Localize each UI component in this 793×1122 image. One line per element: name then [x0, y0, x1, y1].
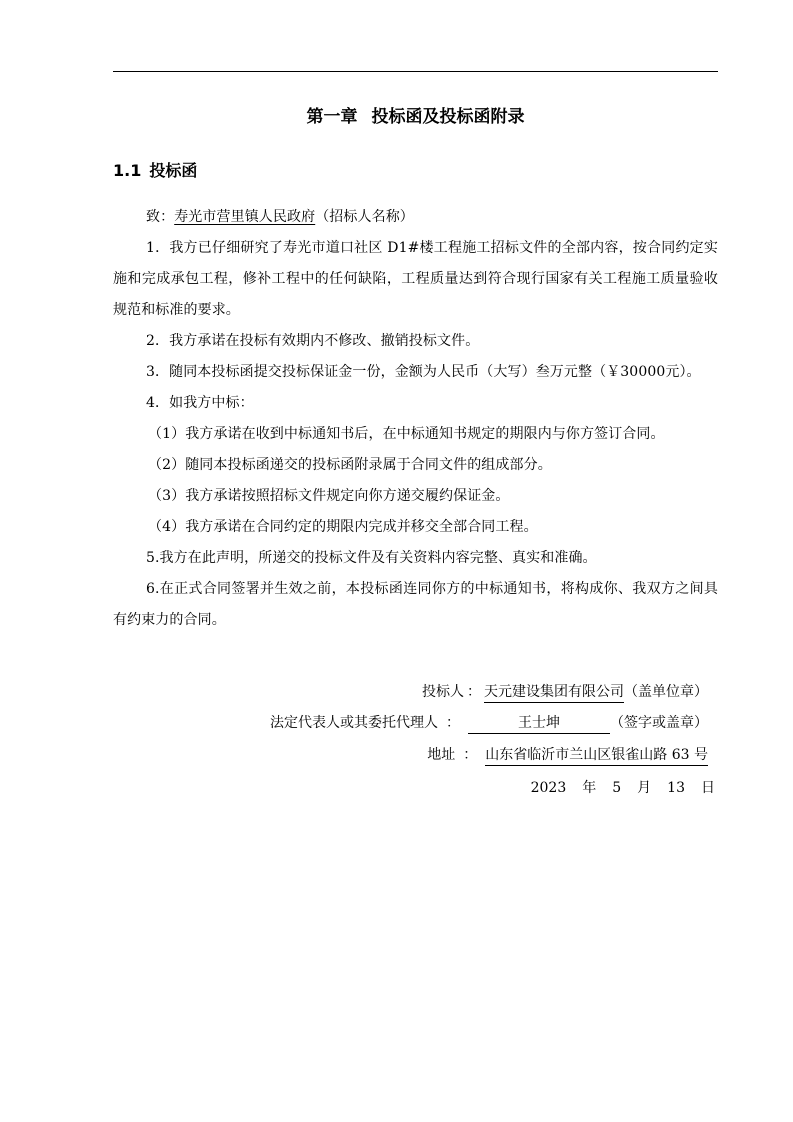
- representative-colon: ：: [446, 715, 460, 731]
- date-line: [531, 777, 715, 797]
- paragraph-1: 1．我方已仔细研究了寿光市道口社区 D1#楼工程施工招标文件的全部内容，按合同约定实施和完成承包工程，修补工程中的任何缺陷，工程质量达到符合现行国家有关工程施工质量验收规范和标准的要求。: [113, 240, 718, 318]
- paragraph-5: 5.我方在此声明，所递交的投标文件及有关资料内容完整、真实和准确。: [146, 550, 597, 566]
- bidder-row: [422, 681, 708, 703]
- section-title: 投标函: [149, 161, 198, 180]
- chapter-title: 投标函及投标函附录: [371, 107, 525, 127]
- paragraph-6: 6.在正式合同签署并生效之前，本投标函连同你方的中标通知书，将构成你、我双方之间具有约束力的合同。: [113, 581, 718, 628]
- bidder-value: 天元建设集团有限公司: [484, 683, 624, 703]
- address-label: 地址: [427, 747, 456, 763]
- date-day-unit: 日: [701, 780, 715, 796]
- paragraph-3: 3．随同本投标函提交投标保证金一份，金额为人民币（大写）叁万元整（￥30000元）。: [146, 364, 701, 380]
- date-day: 13: [667, 780, 685, 796]
- header-rule: [113, 71, 718, 72]
- addressee-note: （招标人名称）: [315, 209, 414, 225]
- paragraph-4-4: （4）我方承诺在合同约定的期限内完成并移交全部合同工程。: [148, 519, 538, 535]
- address-row: [427, 744, 708, 766]
- address-colon: ：: [463, 747, 478, 763]
- representative-value: 王士坤: [468, 714, 610, 734]
- representative-row: [270, 712, 708, 734]
- bidder-colon: ：: [467, 684, 481, 700]
- paragraph-2: 2．我方承诺在投标有效期内不修改、撤销投标文件。: [146, 333, 480, 349]
- representative-note: （签字或盖章）: [610, 715, 708, 731]
- date-year: 2023: [530, 780, 567, 796]
- date-month-unit: 月: [637, 780, 652, 796]
- representative-label: 法定代表人或其委托代理人: [270, 715, 438, 731]
- addressee-line: [113, 202, 718, 233]
- section-heading: [113, 158, 197, 181]
- paragraph-4-2: （2）随同本投标函递交的投标函附录属于合同文件的组成部分。: [148, 457, 552, 473]
- chapter-heading: [113, 102, 718, 127]
- bidder-label: 投标人: [422, 684, 464, 700]
- paragraph-4-3: （3）我方承诺按照招标文件规定向你方递交履约保证金。: [148, 488, 510, 504]
- bidder-note: （盖单位章）: [624, 684, 708, 700]
- date-month: 5: [612, 780, 622, 796]
- paragraph-4: 4．如我方中标：: [146, 395, 254, 411]
- chapter-number: 第一章: [306, 107, 358, 127]
- addressee-prefix: 致：: [146, 209, 175, 225]
- address-value: 山东省临沂市兰山区银雀山路 63 号: [485, 746, 708, 766]
- addressee-name: 寿光市营里镇人民政府: [174, 209, 316, 225]
- paragraph-4-1: （1）我方承诺在收到中标通知书后，在中标通知书规定的期限内与你方签订合同。: [148, 426, 665, 442]
- section-number: 1.1: [113, 161, 142, 180]
- letter-body: [113, 202, 718, 636]
- date-year-unit: 年: [582, 780, 597, 796]
